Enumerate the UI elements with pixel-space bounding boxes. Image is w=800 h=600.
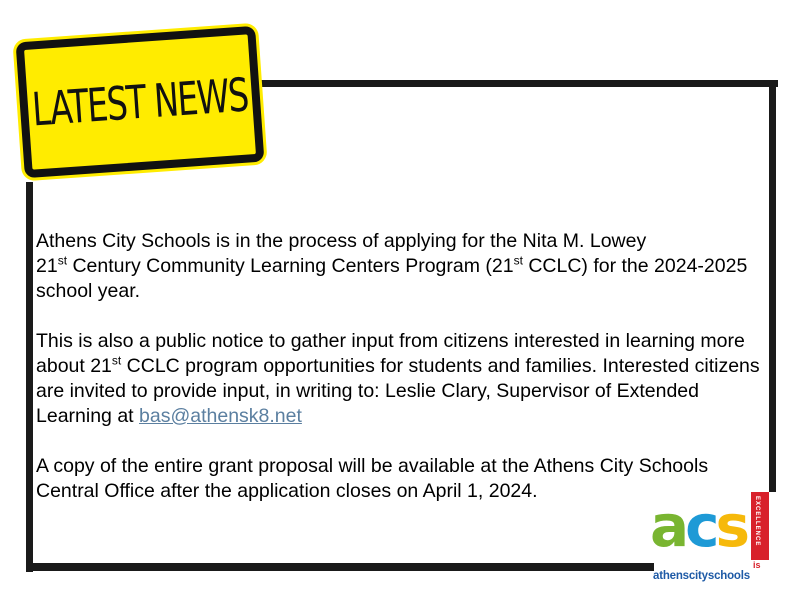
logo-excellence-text: EXCELLENCE [754, 496, 760, 547]
p1-line1: Athens City Schools is in the process of applying for the Nita M. Lowey [36, 230, 647, 252]
notice-paragraph-2 [36, 329, 771, 429]
logo-letter-a: a [650, 492, 686, 560]
logo-letter-s: s [715, 492, 747, 560]
p1-sup2: st [513, 253, 523, 268]
p1-sup1: st [57, 253, 68, 268]
logo-letter-c: c [685, 492, 716, 560]
logo-subtitle: athenscityschools [653, 570, 750, 582]
notice-body [36, 229, 771, 529]
p1-num1: 21 [36, 255, 58, 277]
email-link[interactable]: bas@athensk8.net [139, 405, 302, 427]
acs-logo [650, 492, 775, 587]
banner-title: LATEST NEWS [30, 67, 250, 137]
notice-paragraph-3: A copy of the entire grant proposal will be available at the Athens City Schools Central Office after the application closes on April 1, 2024. [36, 455, 709, 502]
latest-news-banner [16, 26, 265, 178]
p2-sup: st [111, 353, 122, 368]
frame-left-border [26, 182, 33, 572]
p2-lead: This is also a public notice to gather input from citizens interested in learning more about 21 [36, 330, 745, 377]
logo-is-text: is [753, 560, 761, 570]
p1-tail: CCLC) for the 2024-2025 school year. [36, 255, 748, 302]
p1-mid: Century Community Learning Centers Program (21 [67, 255, 514, 277]
frame-top-border [258, 80, 778, 87]
notice-paragraph-1 [36, 229, 771, 304]
frame-bottom-border [26, 563, 654, 571]
p2-tail: CCLC program opportunities for students and families. Interested citizens are invited to provide input, in writing to: Leslie Clary, Supervisor of Extended Learning at [36, 355, 760, 427]
logo-letters [650, 492, 747, 560]
